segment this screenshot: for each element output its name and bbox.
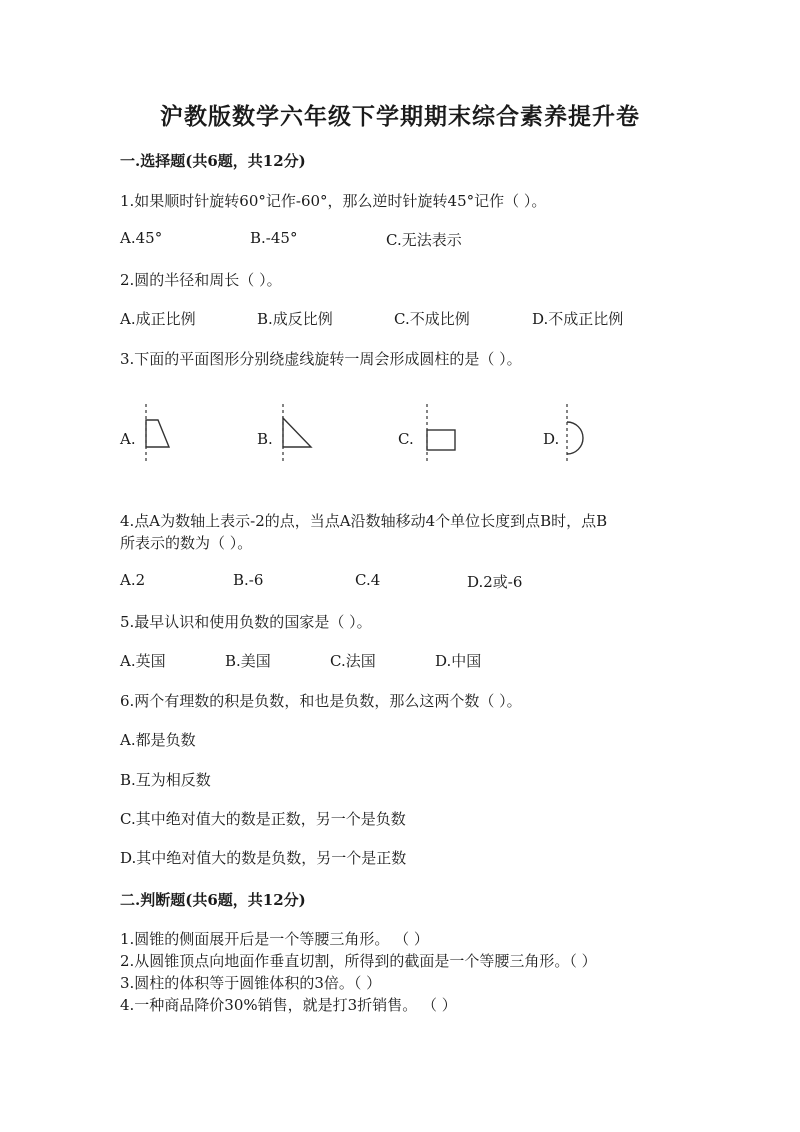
q3-option-a: A. <box>120 430 136 448</box>
q6-option-c: C.其中绝对值大的数是正数，另一个是负数 <box>120 810 406 828</box>
question-6: 6.两个有理数的积是负数，和也是负数，那么这两个数（ ）。 <box>120 692 522 710</box>
section-heading-judgment: 二.判断题(共6题，共12分) <box>120 891 306 909</box>
question-5: 5.最早认识和使用负数的国家是（ ）。 <box>120 613 372 631</box>
q2-option-c: C.不成比例 <box>394 310 470 328</box>
q1-option-a: A.45° <box>120 229 163 247</box>
q3-figure-b-triangle <box>276 404 316 464</box>
section-heading-choice: 一.选择题(共6题，共12分) <box>120 152 306 170</box>
question-4-line2: 所表示的数为（ ）。 <box>120 534 253 552</box>
q4-option-c: C.4 <box>355 571 381 589</box>
q3-figure-a-trapezoid <box>138 404 178 464</box>
q3-figure-d-semicircle <box>560 404 600 464</box>
q5-option-a: A.英国 <box>120 652 166 670</box>
q1-option-c: C.无法表示 <box>386 231 462 249</box>
q5-option-b: B.美国 <box>225 652 271 670</box>
page-title: 沪教版数学六年级下学期期末综合素养提升卷 <box>160 103 640 130</box>
q3-figure-c-rectangle <box>420 404 460 464</box>
question-4-line1: 4.点A为数轴上表示-2的点，当点A沿数轴移动4个单位长度到点B时，点B <box>120 512 608 530</box>
q6-option-d: D.其中绝对值大的数是负数，另一个是正数 <box>120 849 407 867</box>
judgment-item-3: 3.圆柱的体积等于圆锥体积的3倍。（ ） <box>120 974 382 992</box>
q2-option-d: D.不成正比例 <box>532 310 624 328</box>
q3-option-d: D. <box>543 430 560 448</box>
q5-option-c: C.法国 <box>330 652 376 670</box>
question-1: 1.如果顺时针旋转60°记作-60°，那么逆时针旋转45°记作（ ）。 <box>120 192 547 210</box>
judgment-item-2: 2.从圆锥顶点向地面作垂直切割，所得到的截面是一个等腰三角形。（ ） <box>120 952 597 970</box>
q4-option-b: B.-6 <box>233 571 264 589</box>
judgment-item-4: 4.一种商品降价30%销售，就是打3折销售。 （ ） <box>120 996 457 1014</box>
question-3: 3.下面的平面图形分别绕虚线旋转一周会形成圆柱的是（ ）。 <box>120 350 522 368</box>
q1-option-b: B.-45° <box>250 229 298 247</box>
q2-option-a: A.成正比例 <box>120 310 196 328</box>
q2-option-b: B.成反比例 <box>257 310 333 328</box>
q3-option-b: B. <box>257 430 273 448</box>
question-2: 2.圆的半径和周长（ ）。 <box>120 271 282 289</box>
q6-option-a: A.都是负数 <box>120 731 196 749</box>
q5-option-d: D.中国 <box>435 652 482 670</box>
q6-option-b: B.互为相反数 <box>120 771 211 789</box>
q4-option-a: A.2 <box>120 571 146 589</box>
q3-option-c: C. <box>398 430 414 448</box>
q4-option-d: D.2或-6 <box>467 573 523 591</box>
judgment-item-1: 1.圆锥的侧面展开后是一个等腰三角形。 （ ） <box>120 930 429 948</box>
